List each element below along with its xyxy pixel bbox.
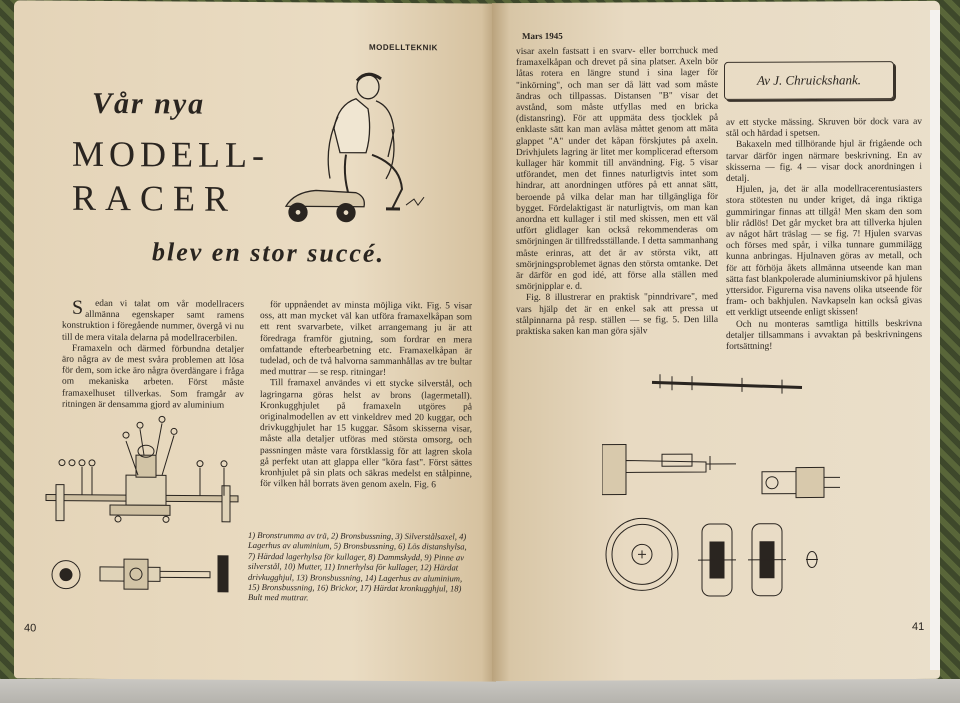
paragraph: Sedan vi talat om vår modellracers allmänna egenskaper samt ramens konstruktion i föregående nummer, övergå vi nu till de mera vitala delarna på modellracerbilen. (62, 296, 244, 344)
author-box (724, 61, 894, 100)
paragraph: Framaxeln och därmed förbundna detaljer äro några av de mest svåra problemen att lösa för dem, som icke äro några överdängare i fråga om mekaniska arbeten. Först måste framaxelhuset tillverkas. Som framgår av ritningen är densamma gjord av aluminium (62, 343, 244, 411)
issue-date: Mars 1945 (522, 30, 563, 42)
page-number-left: 40 (24, 622, 37, 635)
paragraph: Och nu monteras samtliga hittills beskrivna detaljer tillsammans i avvaktan på beskrivningens fortsättning! (726, 318, 922, 353)
left-column-1 (62, 296, 244, 412)
left-page (14, 0, 496, 681)
paragraph: Till framaxel användes vi ett stycke silverstål, och lagringarna göras helst av brons (lagermetall). Kronkugghjulet på framaxeln utgöres på originalmodellen av ett vinkeldrev med 20 kuggar, och drivkugghjulet har 15 kuggar. Såsom skisserna visar, måste alla detaljer utföras med största omsorg, och passningen måste vara förstklassig för att lagren skola gå perfekt utan att glappa eller "köra fast". Först sättes kronhjulet på sin plats och säkras medelst en stålpinne, för vilken hål borrats även genom axeln. Fig. 6 (260, 378, 472, 491)
right-page (492, 1, 940, 681)
open-magazine (14, 0, 946, 690)
right-column-1 (516, 46, 718, 338)
author-name: Av J. Chruickshank. (757, 72, 861, 88)
axle-parts-drawing (602, 363, 922, 615)
section-label: MODELLTEKNIK (369, 42, 438, 53)
right-column-2 (726, 117, 922, 353)
left-column-2 (260, 300, 472, 492)
title-line-1: Vår nya (92, 86, 206, 121)
page-edge (930, 10, 940, 670)
title-line-2: MODELL- (72, 133, 269, 176)
title-line-3: RACER (72, 177, 238, 219)
figure-caption: 1) Bronstrumma av trä, 2) Bronsbussning, 3) Silverstålsaxel, 4) Lagerhus av aluminium, 5) Bronsbussning, 6) Lös distanshylsa, 7) Härdad lagerhylsa för kullager, 8) Dammskydd, 9) Pinne av silverstål, 10) Mutter, 11) Innerhylsa för kullager, 12) Härdat drivkugghjul, 13) Bronsbussning, 14) Lagerhus av aluminium, 15) Bronsbussning, 16) Brickor, 17) Härdat kronkugghjul, 18) Bult med muttrar. (248, 529, 467, 603)
paragraph: för uppnåendet av minsta möjliga vikt. Fig. 5 visar oss, att man mycket väl kan utföra framaxelkåpan som ett rent svarvarbete, vilket arrangemang ju är att föredraga framför gjutning, som fordrar en mera omfattande efterbearbetning etc. Framaxelkåpan är tudelad, och de två halvorna sammanhållas av tre bultar med muttrar — se resp. ritningar! (260, 300, 472, 379)
paragraph: av ett stycke mässing. Skruven bör dock vara av stål och härdad i spetsen. (726, 116, 922, 140)
page-number-right: 41 (912, 620, 925, 633)
man-with-model-racer-illustration (276, 68, 446, 229)
subtitle: blev en stor succé. (152, 237, 385, 268)
paragraph: visar axeln fastsatt i en svarv- eller borrchuck med framaxelkåpan och drevet på sina platser. Axeln bör låtas rotera en längre stund i sina lager för "inkörning", och man ser då lätt vad som måste ändras och tillpassas. Distansen "B" visar det avstånd, som måste utfyllas med en bricka (distansring). För att uppmäta dess tjocklek på enklaste sätt kan man avläsa måttet genom att mäta glappet "A" under det kåpan förskjutes på axeln. Drivhjulets lagring är litet mer komplicerad eftersom kullager här kommit till användning. Fig. 5 visar utförandet, men det finnes naturligtvis intet som hindrar, att anordningen utföres på ett annat sätt, beroende på vilka delar man har tillgängliga för bygget. Fördelaktigast är naturligtvis, om man kan anordna ett kullager i stil med skissen, men ett väl utfört glidlager kan också rekommenderas om smörjningen är tillfredsställande. I detta sammanhang måste erinras, att det är av största vikt, att smörjningsproblemet ägnas den största omtanke. Det är därför en god idé, att förse alla ställen med smörjnipplar e. d. (516, 45, 718, 293)
paragraph: Hjulen, ja, det är alla modellracerentusiasters stora stötesten nu under kriget, då inga riktiga gummiringar finnas att tillgå! Men skam den som blir rådlös! Det går mycket bra att tillverka hjulen av något hårt träslag — se fig. 7! Hjulen svarvas och förses med spår, i vilka tunnare gummilägg kunna anbringas. Hjulnaven göras av metall, och för att förhöja åkets allmänna utseende kan man sätta fast blankpolerade aluminiumskivor på hjulens yttersidor. Figurerna visa navens olika utseende för fram- och bakhjulen. Navkapseln kan också givas ett verkligt utseende enligt skissen! (726, 184, 922, 319)
paragraph: Bakaxeln med tillhörande hjul är frigående och tarvar därför ingen närmare beskrivning. En av skisserna — fig. 4 — visar dock anordningen i detalj. (726, 139, 922, 184)
paragraph: Fig. 8 illustrerar en praktisk "pinndrivare", med vars hjälp det är en enkel sak att pressa ut stålpinnarna på resp. ställen — se fig. 5. Den lilla praktiska saken kan man göra själv (516, 292, 718, 338)
front-axle-technical-drawing (42, 411, 242, 612)
